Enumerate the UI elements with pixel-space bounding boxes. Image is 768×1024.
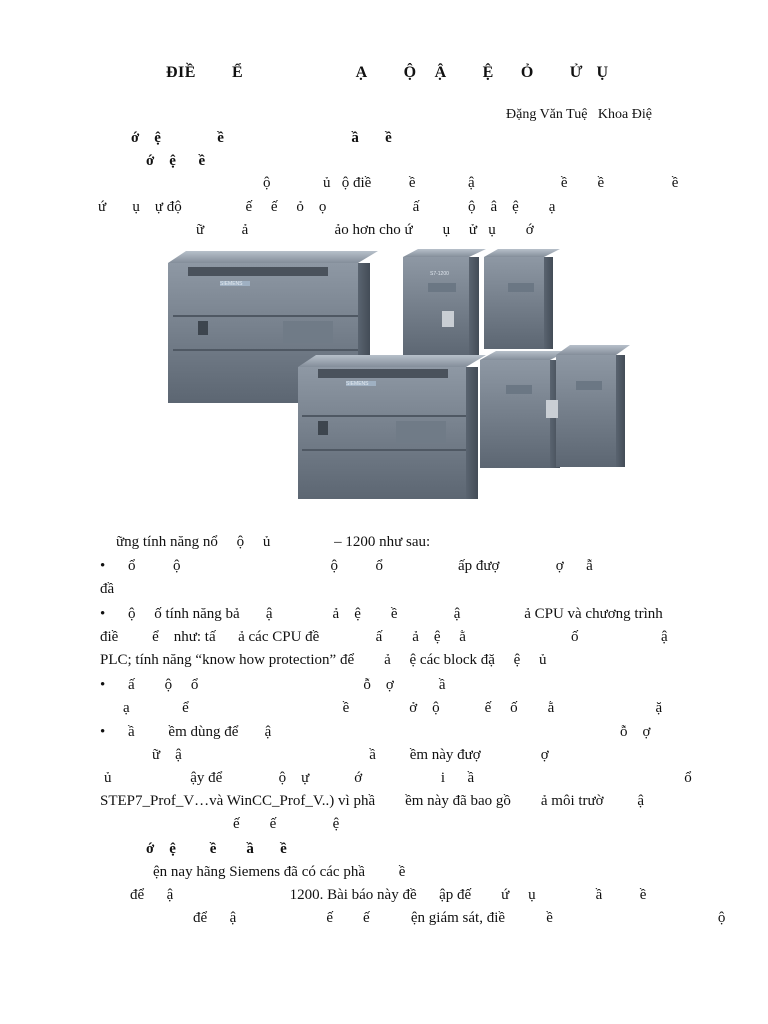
- section2-heading: ớ ệ ề ầ ề: [146, 841, 287, 857]
- intro-heading-2: ớ ệ ề: [146, 153, 206, 169]
- section2-line-1: ện nay hãng Siemens đã có các phầ ề: [153, 864, 406, 880]
- bullet-3-line-2: ạ ể ề ở ộ ế ố ằ ặ: [123, 700, 663, 716]
- bullet-1-line-1: ổ ộ ộ ổ ấp đượ ợ ẫ: [128, 558, 593, 574]
- document-title: ĐIỀ Ể Ạ Ộ Ậ Ệ Ỏ Ử Ụ: [166, 64, 609, 81]
- intro-paragraph-line-2: ứ ụ ự độ ế ế ỏ ọ ấ ộ â ệ ạ: [98, 199, 556, 215]
- features-intro: ững tính năng nổ ộ ủ – 1200 như sau:: [116, 534, 431, 550]
- author-line: Đặng Văn Tuệ Khoa Điệ: [506, 107, 652, 122]
- bullet-1-line-2: đầ: [100, 581, 115, 597]
- plc-product-photo: [168, 245, 634, 503]
- intro-heading-1: ớ ệ ề ầ ề: [131, 130, 392, 146]
- bullet-marker-4: •: [100, 724, 106, 740]
- bullet-marker-2: •: [100, 606, 106, 622]
- siemens-logo-back: SIEMENS: [220, 281, 243, 287]
- bullet-4-line-3: ủ ậy để ộ ự ớ i ầ ổ: [104, 770, 692, 786]
- bullet-2-line-1: ộ ố tính năng bả ậ ả ệ ề ậ ả CPU và chương trình: [128, 606, 663, 622]
- section2-line-3: để ậ ế ế ện giám sát, điề ề ộ: [193, 910, 726, 926]
- bullet-3-line-1: ấ ộ ổ ỗ ợ ầ: [128, 677, 446, 693]
- intro-paragraph-line-1: ộ ủ ộ điề ề ậ ề ề ề: [263, 175, 679, 191]
- bullet-4-line-2: ữ ậ ầ ềm này đượ ợ: [152, 747, 549, 763]
- bullet-marker-3: •: [100, 677, 106, 693]
- model-label: S7-1200: [430, 271, 449, 277]
- bullet-4-line-4: STEP7_Prof_V…và WinCC_Prof_V..) vì phầ ềm này đã bao gồ ả môi trườ ậ: [100, 793, 645, 809]
- siemens-logo-front: SIEMENS: [346, 381, 369, 387]
- bullet-marker-1: •: [100, 558, 106, 574]
- bullet-4-line-5: ế ế ệ: [233, 816, 340, 832]
- section2-line-2: để ậ 1200. Bài báo này đề ập đế ứ ụ ầ ề: [130, 887, 647, 903]
- plc-front-row: [298, 345, 630, 499]
- bullet-2-line-3: PLC; tính năng “know how protection” để ả ệ các block đặ ệ ủ: [100, 652, 547, 668]
- bullet-2-line-2: điề ể như: tấ ả các CPU đề ấ ả ệ ằ ố ậ: [100, 629, 668, 645]
- bullet-4-line-1: ầ ềm dùng để ậ ỗ ợ: [128, 724, 651, 740]
- intro-paragraph-line-3: ữ ả ảo hơn cho ứ ụ ử ụ ớ: [196, 222, 534, 238]
